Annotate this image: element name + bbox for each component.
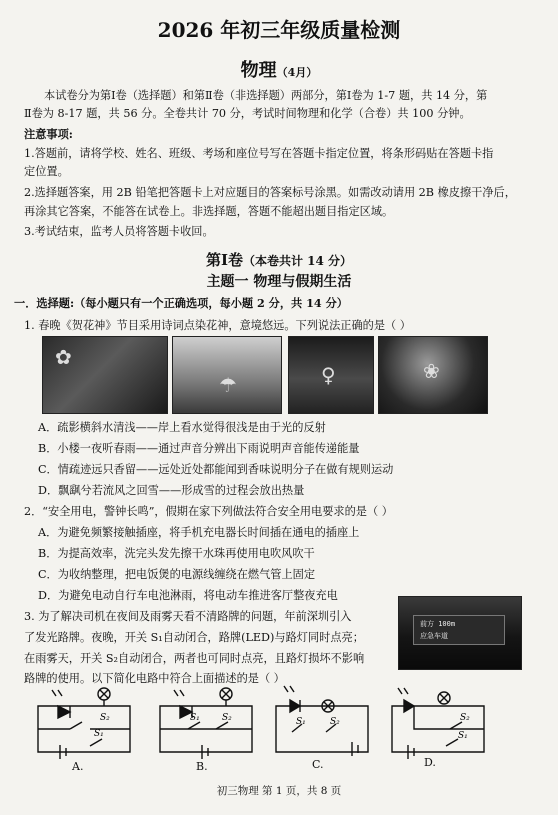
intro-line-2: Ⅱ卷为 8-17 题，共 56 分。全卷共计 70 分，考试时间物理和化学（合卷）共 100 分钟。 xyxy=(24,107,471,120)
q1-option-b: B．小楼一夜听春雨——通过声音分辨出下雨说明声音能传递能量 xyxy=(38,442,360,455)
volume1-title xyxy=(0,251,558,270)
question-3-line: 3. 为了解决司机在夜间及雨雾天看不清路牌的问题，年前深圳引入 xyxy=(24,610,352,623)
q2-option-c: C．为收纳整理，把电饭煲的电源线缠绕在燃气管上固定 xyxy=(38,568,316,581)
question-3-line: 在雨雾天，开关 S₂自动闭合，两者也可同时点亮，且路灯损坏不影响 xyxy=(24,652,365,665)
circuit-diagram-d xyxy=(384,682,492,766)
stage-photo-4: ❀ xyxy=(378,336,488,414)
switch-label: S₂ xyxy=(460,713,470,723)
switch-label: S₁ xyxy=(94,729,104,739)
question-3-line: 路牌的使用。以下简化电路中符合上面描述的是（ ） xyxy=(24,672,285,685)
intro-line-1: 本试卷分为第Ⅰ卷（选择题）和第Ⅱ卷（非选择题）两部分，第Ⅰ卷为 1-7 题，共 14 分，第 xyxy=(44,89,488,102)
notice-item: 再涂其它答案，不能答在试卷上。非选择题，答题不能超出题目指定区域。 xyxy=(24,205,394,218)
subject-month: （4月） xyxy=(276,66,318,79)
notice-item: 3.考试结束，监考人员将答题卡收回。 xyxy=(24,225,214,238)
road-sign-panel xyxy=(413,615,505,645)
switch-label: S₂ xyxy=(330,717,340,727)
circuit-diagram-c xyxy=(268,682,376,766)
circuit-option-label-c: C. xyxy=(312,758,324,771)
subject-title xyxy=(0,60,558,84)
q1-option-d: D．飘飖兮若流风之回雪——形成雪的过程会放出热量 xyxy=(38,484,305,497)
exam-title: 2026 年初三年级质量检测 xyxy=(157,18,401,42)
volume1-name: 第Ⅰ卷 xyxy=(205,251,243,269)
notice-item: 1.答题前，请将学校、姓名、班级、考场和座位号写在答题卡指定位置，将条形码贴在答题卡指 xyxy=(24,147,494,160)
circuit-diagram-a xyxy=(30,682,138,766)
notice-item: 2.选择题答案，用 2B 铅笔把答题卡上对应题目的答案标号涂黑。如需改动请用 2B 橡皮擦干净后， xyxy=(24,186,516,199)
subject-name: 物理 xyxy=(240,60,277,81)
switch-label: S₂ xyxy=(222,713,232,723)
q1-option-c: C．情疏迹远只香留——远处近处都能闻到香味说明分子在做有规则运动 xyxy=(38,463,394,476)
q2-option-a: A．为避免频繁接触插座，将手机充电器长时间插在通电的插座上 xyxy=(38,526,360,539)
glowing-road-sign-photo xyxy=(398,596,522,670)
question-3-line: 了发光路牌。夜晚，开关 S₁自动闭合，路牌(LED)与路灯同时点亮； xyxy=(24,631,364,644)
question-1-stem: 1. 春晚《贺花神》节目采用诗词点染花神，意境悠远。下列说法正确的是（ ） xyxy=(24,319,411,332)
q2-option-d: D．为避免电动自行车电池淋雨，将电动车推进客厅整夜充电 xyxy=(38,589,338,602)
volume1-note: （本卷共计 14 分） xyxy=(242,254,353,268)
stage-photo-3: ♀ xyxy=(288,336,374,414)
switch-label: S₁ xyxy=(190,713,200,723)
notice-heading: 注意事项: xyxy=(24,127,73,141)
q2-option-b: B．为提高效率，洗完头发先擦干水珠再使用电吹风吹干 xyxy=(38,547,315,560)
circuit-diagram-b xyxy=(152,682,260,766)
stage-photo-2: ☂ xyxy=(172,336,282,414)
question-2-stem: 2．“安全用电，警钟长鸣”，假期在家下列做法符合安全用电要求的是（ ） xyxy=(24,505,393,518)
switch-label: S₂ xyxy=(100,713,110,723)
circuit-option-label-b: B. xyxy=(196,760,208,773)
page-footer: 初三物理 第 1 页，共 8 页 xyxy=(216,785,342,797)
road-sign-text: 前方 100m xyxy=(420,620,456,628)
switch-label: S₁ xyxy=(458,731,468,741)
circuit-option-label-d: D. xyxy=(424,756,436,769)
switch-label: S₁ xyxy=(296,717,306,727)
stage-photo-1: ✿ xyxy=(42,336,168,414)
theme-title: 主题一 物理与假期生活 xyxy=(206,274,352,290)
road-sign-text: 应急车道 xyxy=(420,632,448,640)
notice-item: 定位置。 xyxy=(24,165,69,178)
q1-option-a: A．疏影横斜水清浅——岸上看水觉得很浅是由于光的反射 xyxy=(38,421,326,434)
circuit-option-label-a: A. xyxy=(72,760,84,773)
section-heading: 一．选择题:（每小题只有一个正确选项，每小题 2 分，共 14 分） xyxy=(14,296,348,310)
